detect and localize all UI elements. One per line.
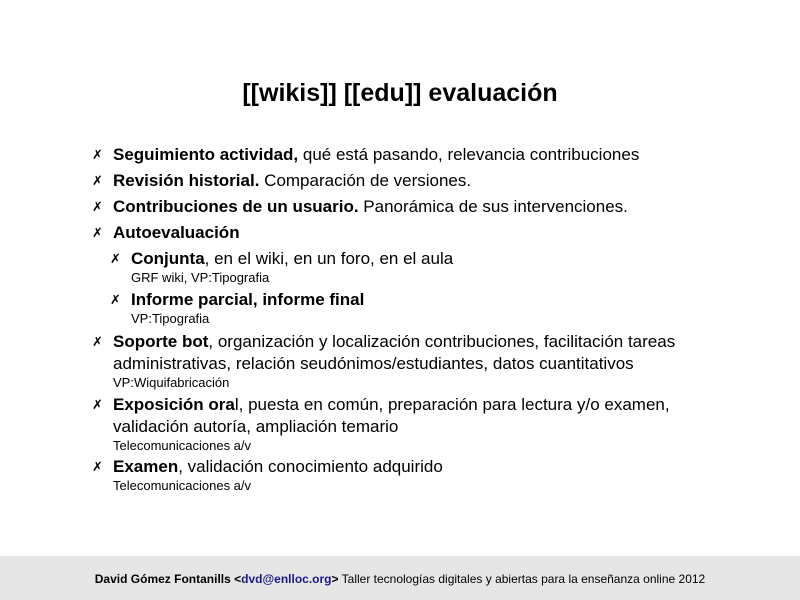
bullet-icon: ✗ <box>92 334 103 349</box>
item-bold-text: Conjunta <box>131 249 205 268</box>
list-item <box>113 170 471 192</box>
item-bold-text: Exposición ora <box>113 395 235 414</box>
item-text: Comparación de versiones. <box>259 171 472 190</box>
slide-title: [[wikis]] [[edu]] evaluación <box>242 79 558 107</box>
item-text: Panorámica de sus intervenciones. <box>358 197 628 216</box>
footer-text <box>0 572 800 586</box>
list-item <box>113 144 639 166</box>
footer-email-close: > <box>331 572 339 586</box>
sub-list-item <box>131 289 364 326</box>
bullet-icon: ✗ <box>92 459 103 474</box>
bullet-icon: ✗ <box>92 199 103 214</box>
item-text: qué está pasando, relevancia contribuciones <box>298 145 640 164</box>
slide-footer <box>0 556 800 600</box>
sub-bullet-icon: ✗ <box>110 292 121 307</box>
list-item <box>113 196 628 218</box>
list-item <box>113 394 670 453</box>
item-text: , validación conocimiento adquirido <box>178 457 443 476</box>
bullet-icon: ✗ <box>92 397 103 412</box>
footer-email-link[interactable]: dvd@enlloc.org <box>241 572 332 586</box>
list-item <box>113 331 675 390</box>
list-item <box>113 456 443 493</box>
item-reference: VP:Wiquifabricación <box>113 375 230 390</box>
sub-list-item <box>131 248 453 285</box>
item-text: , organización y localización contribuciones, facilitación tareas <box>208 332 676 351</box>
item-bold-text: Contribuciones de un usuario. <box>113 197 359 216</box>
item-text-continued: administrativas, relación seudónimos/estudiantes, datos cuantitativos <box>113 354 634 373</box>
item-reference: Telecomunicaciones a/v <box>113 438 252 453</box>
list-item <box>113 222 240 244</box>
item-bold-text: Autoevaluación <box>113 223 240 242</box>
item-text-continued: validación autoría, ampliación temario <box>113 417 399 436</box>
item-bold-text: Soporte bot <box>113 332 209 351</box>
bullet-icon: ✗ <box>92 147 103 162</box>
footer-email-open: < <box>230 572 242 586</box>
item-bold-text: Examen <box>113 457 179 476</box>
item-bold-text: Revisión historial. <box>113 171 260 190</box>
bullet-icon: ✗ <box>92 173 103 188</box>
item-reference: Telecomunicaciones a/v <box>113 478 252 493</box>
item-bold-text: Informe parcial, informe final <box>131 290 365 309</box>
item-bold-text: Seguimiento actividad, <box>113 145 299 164</box>
item-text: l, puesta en común, preparación para lectura y/o examen, <box>234 395 670 414</box>
sub-bullet-icon: ✗ <box>110 251 121 266</box>
footer-author: David Gómez Fontanills <box>94 572 231 586</box>
item-reference: VP:Tipografia <box>131 311 210 326</box>
item-reference: GRF wiki, VP:Tipografia <box>131 270 270 285</box>
bullet-icon: ✗ <box>92 225 103 240</box>
item-text: , en el wiki, en un foro, en el aula <box>204 249 454 268</box>
footer-course-title: Taller tecnologías digitales y abiertas para la enseñanza online 2012 <box>338 572 706 586</box>
